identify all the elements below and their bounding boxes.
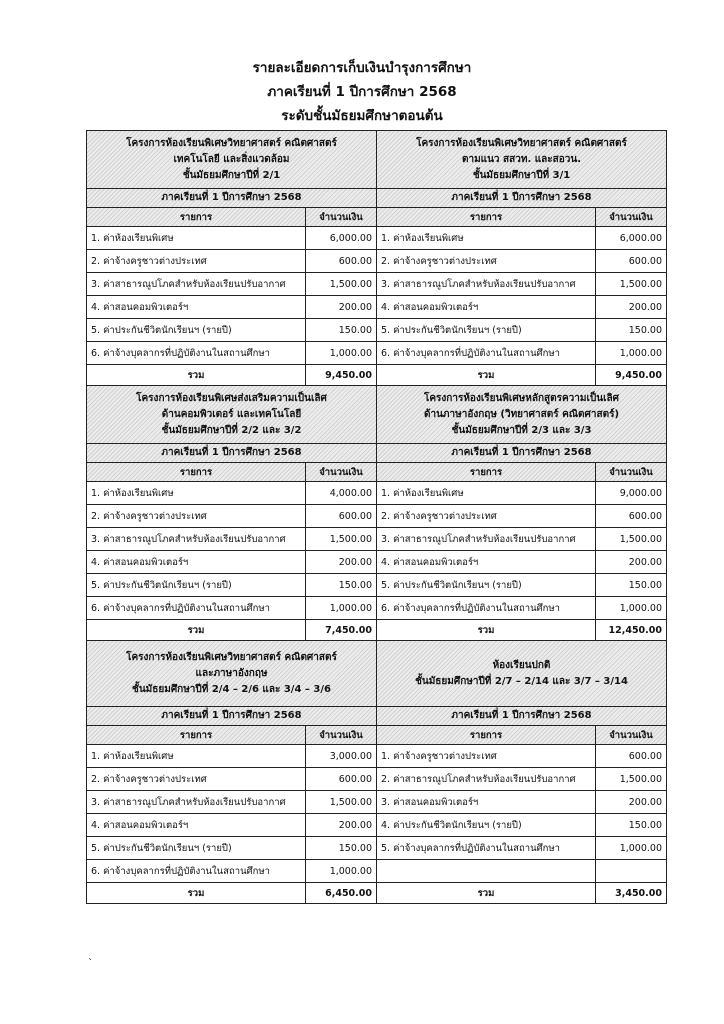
table-row <box>377 250 666 273</box>
section-header <box>87 386 376 444</box>
section-header-line: ชั้นมัธยมศึกษาปีที่ 3/1 <box>472 169 571 181</box>
total-label: รวม <box>87 883 306 904</box>
fee-section-1 <box>87 131 377 386</box>
table-row <box>87 814 376 837</box>
title-line-1: รายละเอียดการเก็บเงินบำรุงการศึกษา <box>252 60 472 76</box>
section-header-line: และภาษาอังกฤษ <box>195 667 268 679</box>
fee-amount: 150.00 <box>306 319 377 342</box>
column-header-item: รายการ <box>377 726 596 745</box>
total-row <box>87 883 376 904</box>
term-label: ภาคเรียนที่ 1 ปีการศึกษา 2568 <box>87 189 376 208</box>
table-row <box>377 319 666 342</box>
fee-item: 2. ค่าจ้างครูชาวต่างประเทศ <box>377 250 596 273</box>
term-label: ภาคเรียนที่ 1 ปีการศึกษา 2568 <box>377 444 666 463</box>
fee-amount: 200.00 <box>306 814 377 837</box>
column-header-amount: จำนวนเงิน <box>306 463 377 482</box>
table-row <box>377 342 666 365</box>
fee-item: 3. ค่าสาธารณูปโภคสำหรับห้องเรียนปรับอากาศ <box>377 528 596 551</box>
fee-amount: 1,000.00 <box>596 837 667 860</box>
section-header <box>377 131 666 189</box>
column-header-amount: จำนวนเงิน <box>596 463 667 482</box>
fee-item: 6. ค่าจ้างบุคลากรที่ปฏิบัติงานในสถานศึกษา <box>377 597 596 620</box>
section-header <box>87 131 376 189</box>
total-amount: 6,450.00 <box>325 887 372 899</box>
table-row <box>377 528 666 551</box>
fee-amount: 200.00 <box>596 551 667 574</box>
fee-amount: 1,000.00 <box>306 860 377 883</box>
fee-item: 5. ค่าจ้างบุคลากรที่ปฏิบัติงานในสถานศึกษา <box>377 837 596 860</box>
fee-table <box>377 463 666 640</box>
fee-table <box>87 463 376 640</box>
total-row <box>377 365 666 386</box>
fee-item: 6. ค่าจ้างบุคลากรที่ปฏิบัติงานในสถานศึกษา <box>87 597 306 620</box>
fee-table <box>377 726 666 903</box>
term-label: ภาคเรียนที่ 1 ปีการศึกษา 2568 <box>377 189 666 208</box>
fee-amount: 200.00 <box>306 296 377 319</box>
fee-amount: 600.00 <box>596 250 667 273</box>
table-row <box>87 745 376 768</box>
section-header-line: ตามแนว สสวท. และสอวน. <box>461 153 582 165</box>
fee-amount: 1,000.00 <box>306 597 377 620</box>
table-row <box>87 250 376 273</box>
section-header-line: ด้านภาษาอังกฤษ (วิทยาศาสตร์ คณิตศาสตร์) <box>423 408 620 420</box>
column-header-item: รายการ <box>87 726 306 745</box>
table-header-row <box>377 726 666 745</box>
fee-item: 3. ค่าสอนคอมพิวเตอร์ฯ <box>377 791 596 814</box>
column-header-item: รายการ <box>87 208 306 227</box>
table-header-row <box>87 208 376 227</box>
section-header-line: ชั้นมัธยมศึกษาปีที่ 2/1 <box>182 169 281 181</box>
section-header-line: ด้านคอมพิวเตอร์ และเทคโนโลยี <box>161 408 302 420</box>
title-line-2: ภาคเรียนที่ 1 ปีการศึกษา 2568 <box>267 84 457 100</box>
column-header-amount: จำนวนเงิน <box>306 726 377 745</box>
fee-table <box>377 208 666 385</box>
fee-amount: 600.00 <box>306 505 377 528</box>
table-row <box>87 551 376 574</box>
section-header-line: โครงการห้องเรียนพิเศษวิทยาศาสตร์ คณิตศาสตร์ <box>416 137 627 149</box>
table-row <box>377 551 666 574</box>
fee-item: 1. ค่าห้องเรียนพิเศษ <box>87 227 306 250</box>
table-row <box>87 273 376 296</box>
fee-grid <box>86 130 667 904</box>
table-row <box>87 342 376 365</box>
fee-amount: 1,500.00 <box>306 273 377 296</box>
fee-item: 4. ค่าสอนคอมพิวเตอร์ฯ <box>87 551 306 574</box>
table-row <box>87 791 376 814</box>
fee-section-3 <box>87 386 377 641</box>
table-row <box>87 574 376 597</box>
fee-amount: 1,500.00 <box>596 273 667 296</box>
section-header-line: ชั้นมัธยมศึกษาปีที่ 2/3 และ 3/3 <box>451 424 592 436</box>
fee-item: 2. ค่าสาธารณูปโภคสำหรับห้องเรียนปรับอากาศ <box>377 768 596 791</box>
fee-item: 1. ค่าห้องเรียนพิเศษ <box>377 227 596 250</box>
document-title <box>0 56 724 128</box>
fee-item: 4. ค่าประกันชีวิตนักเรียนฯ (รายปี) <box>377 814 596 837</box>
column-header-item: รายการ <box>377 208 596 227</box>
section-header-line: เทคโนโลยี และสิ่งแวดล้อม <box>173 153 290 165</box>
section-header-line: โครงการห้องเรียนพิเศษวิทยาศาสตร์ คณิตศาสตร์ <box>126 137 337 149</box>
fee-amount: 600.00 <box>306 250 377 273</box>
table-row <box>377 273 666 296</box>
section-header <box>377 641 666 707</box>
table-row <box>87 597 376 620</box>
fee-section-2 <box>377 131 667 386</box>
fee-item: 3. ค่าสาธารณูปโภคสำหรับห้องเรียนปรับอากาศ <box>377 273 596 296</box>
fee-amount: 600.00 <box>306 768 377 791</box>
table-row <box>87 528 376 551</box>
fee-amount: 200.00 <box>596 791 667 814</box>
fee-amount: 1,000.00 <box>306 342 377 365</box>
fee-item: 1. ค่าห้องเรียนพิเศษ <box>87 482 306 505</box>
table-row <box>87 227 376 250</box>
total-amount: 9,450.00 <box>325 369 372 381</box>
table-row <box>377 814 666 837</box>
stray-mark: ` <box>88 958 93 969</box>
fee-item: 5. ค่าประกันชีวิตนักเรียนฯ (รายปี) <box>377 574 596 597</box>
total-row <box>87 365 376 386</box>
total-row <box>377 883 666 904</box>
table-row <box>377 574 666 597</box>
fee-item: 3. ค่าสาธารณูปโภคสำหรับห้องเรียนปรับอากาศ <box>87 273 306 296</box>
total-amount: 7,450.00 <box>325 624 372 636</box>
table-header-row <box>377 208 666 227</box>
fee-amount: 150.00 <box>596 319 667 342</box>
fee-amount: 600.00 <box>596 505 667 528</box>
fee-amount: 3,000.00 <box>306 745 377 768</box>
total-row <box>377 620 666 641</box>
total-amount: 3,450.00 <box>615 887 662 899</box>
table-row <box>87 482 376 505</box>
fee-item: 4. ค่าสอนคอมพิวเตอร์ฯ <box>87 296 306 319</box>
term-label: ภาคเรียนที่ 1 ปีการศึกษา 2568 <box>377 707 666 726</box>
fee-item: 5. ค่าประกันชีวิตนักเรียนฯ (รายปี) <box>87 319 306 342</box>
table-row <box>377 505 666 528</box>
column-header-item: รายการ <box>377 463 596 482</box>
section-header-line: โครงการห้องเรียนพิเศษส่งเสริมความเป็นเลิศ <box>136 392 327 404</box>
fee-item: 3. ค่าสาธารณูปโภคสำหรับห้องเรียนปรับอากาศ <box>87 791 306 814</box>
table-row <box>377 768 666 791</box>
section-header-line: โครงการห้องเรียนพิเศษวิทยาศาสตร์ คณิตศาสตร์ <box>126 651 337 663</box>
fee-amount: 1,500.00 <box>596 528 667 551</box>
fee-item: 3. ค่าสาธารณูปโภคสำหรับห้องเรียนปรับอากาศ <box>87 528 306 551</box>
fee-item: 5. ค่าประกันชีวิตนักเรียนฯ (รายปี) <box>377 319 596 342</box>
fee-section-6 <box>377 641 667 904</box>
fee-item <box>377 860 596 883</box>
section-header <box>377 386 666 444</box>
fee-table <box>87 208 376 385</box>
column-header-item: รายการ <box>87 463 306 482</box>
total-amount: 9,450.00 <box>615 369 662 381</box>
table-header-row <box>87 463 376 482</box>
section-header-line: ชั้นมัธยมศึกษาปีที่ 2/7 – 2/14 และ 3/7 – 3/14 <box>415 675 628 687</box>
fee-item: 2. ค่าจ้างครูชาวต่างประเทศ <box>87 505 306 528</box>
total-label: รวม <box>87 620 306 641</box>
fee-item: 5. ค่าประกันชีวิตนักเรียนฯ (รายปี) <box>87 574 306 597</box>
column-header-amount: จำนวนเงิน <box>596 726 667 745</box>
fee-item: 4. ค่าสอนคอมพิวเตอร์ฯ <box>377 551 596 574</box>
column-header-amount: จำนวนเงิน <box>306 208 377 227</box>
fee-amount: 1,500.00 <box>306 791 377 814</box>
table-row <box>87 860 376 883</box>
table-row <box>377 791 666 814</box>
fee-amount: 600.00 <box>596 745 667 768</box>
section-header-line: ชั้นมัธยมศึกษาปีที่ 2/2 และ 3/2 <box>161 424 302 436</box>
fee-amount: 1,500.00 <box>306 528 377 551</box>
table-row <box>377 227 666 250</box>
fee-amount: 9,000.00 <box>596 482 667 505</box>
fee-table <box>87 726 376 903</box>
fee-amount: 150.00 <box>306 574 377 597</box>
table-row <box>87 837 376 860</box>
total-label: รวม <box>377 883 596 904</box>
table-row <box>377 745 666 768</box>
table-row <box>87 505 376 528</box>
section-header-line: ห้องเรียนปกติ <box>492 659 551 671</box>
title-line-3: ระดับชั้นมัธยมศึกษาตอนต้น <box>281 108 443 124</box>
table-row <box>377 296 666 319</box>
total-label: รวม <box>87 365 306 386</box>
table-row <box>377 837 666 860</box>
fee-amount: 1,000.00 <box>596 597 667 620</box>
fee-item: 4. ค่าสอนคอมพิวเตอร์ฯ <box>377 296 596 319</box>
section-header <box>87 641 376 707</box>
fee-item: 2. ค่าจ้างครูชาวต่างประเทศ <box>87 250 306 273</box>
fee-item: 1. ค่าห้องเรียนพิเศษ <box>377 482 596 505</box>
fee-amount: 1,500.00 <box>596 768 667 791</box>
total-label: รวม <box>377 620 596 641</box>
table-row <box>377 482 666 505</box>
fee-amount: 200.00 <box>596 296 667 319</box>
fee-item: 4. ค่าสอนคอมพิวเตอร์ฯ <box>87 814 306 837</box>
table-row <box>377 860 666 883</box>
fee-amount: 6,000.00 <box>306 227 377 250</box>
total-amount: 12,450.00 <box>608 624 662 636</box>
fee-amount: 4,000.00 <box>306 482 377 505</box>
table-row <box>377 597 666 620</box>
section-header-line: ชั้นมัธยมศึกษาปีที่ 2/4 – 2/6 และ 3/4 – 3/6 <box>132 683 331 695</box>
fee-item: 2. ค่าจ้างครูชาวต่างประเทศ <box>377 505 596 528</box>
table-row <box>87 319 376 342</box>
table-header-row <box>87 726 376 745</box>
fee-amount: 150.00 <box>306 837 377 860</box>
fee-amount <box>596 860 667 883</box>
term-label: ภาคเรียนที่ 1 ปีการศึกษา 2568 <box>87 707 376 726</box>
total-row <box>87 620 376 641</box>
fee-section-4 <box>377 386 667 641</box>
section-header-line: โครงการห้องเรียนพิเศษหลักสูตรความเป็นเลิศ <box>423 392 620 404</box>
column-header-amount: จำนวนเงิน <box>596 208 667 227</box>
fee-item: 1. ค่าห้องเรียนพิเศษ <box>87 745 306 768</box>
fee-amount: 200.00 <box>306 551 377 574</box>
fee-item: 1. ค่าจ้างครูชาวต่างประเทศ <box>377 745 596 768</box>
fee-item: 5. ค่าประกันชีวิตนักเรียนฯ (รายปี) <box>87 837 306 860</box>
fee-amount: 6,000.00 <box>596 227 667 250</box>
fee-section-5 <box>87 641 377 904</box>
fee-amount: 150.00 <box>596 814 667 837</box>
term-label: ภาคเรียนที่ 1 ปีการศึกษา 2568 <box>87 444 376 463</box>
table-row <box>87 768 376 791</box>
fee-item: 2. ค่าจ้างครูชาวต่างประเทศ <box>87 768 306 791</box>
fee-item: 6. ค่าจ้างบุคลากรที่ปฏิบัติงานในสถานศึกษา <box>87 860 306 883</box>
table-row <box>87 296 376 319</box>
fee-amount: 1,000.00 <box>596 342 667 365</box>
fee-amount: 150.00 <box>596 574 667 597</box>
table-header-row <box>377 463 666 482</box>
fee-item: 6. ค่าจ้างบุคลากรที่ปฏิบัติงานในสถานศึกษา <box>377 342 596 365</box>
total-label: รวม <box>377 365 596 386</box>
fee-item: 6. ค่าจ้างบุคลากรที่ปฏิบัติงานในสถานศึกษา <box>87 342 306 365</box>
